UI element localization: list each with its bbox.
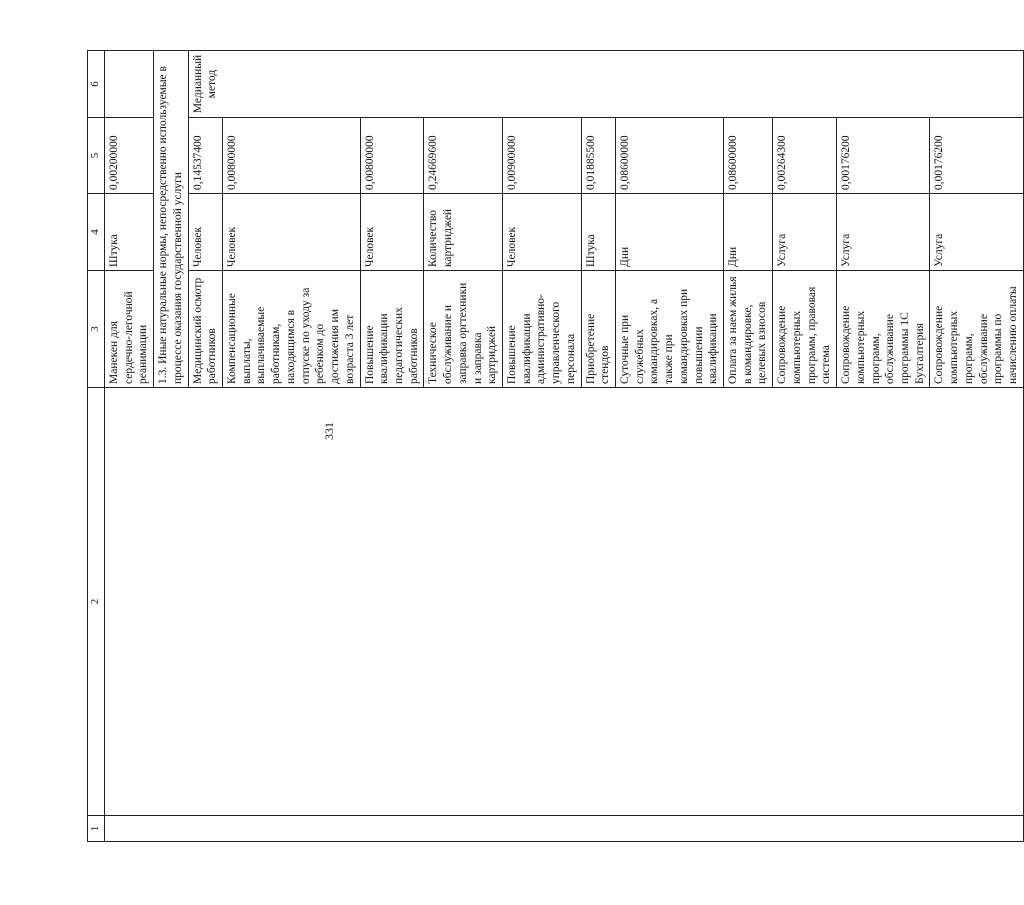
value-cell: 0,24669600	[424, 118, 503, 194]
unit-cell: Количество картриджей	[424, 194, 503, 271]
value-cell: 0,00264300	[773, 118, 837, 194]
rotated-table-container	[87, 51, 1019, 842]
table-row	[105, 51, 154, 842]
norm-name-cell: Манекен для сердечно-легочной реанимации	[105, 271, 154, 388]
norm-name-cell: Оплата за наем жилья в командировке, целевых взносов	[724, 271, 773, 388]
col1-cell	[105, 816, 1024, 842]
unit-cell: Человек	[360, 194, 424, 271]
column-header: 4	[88, 194, 105, 271]
unit-cell: Услуга	[773, 194, 837, 271]
column-header: 2	[88, 388, 105, 816]
norm-name-cell: Суточные при служебных командировках, а также при командировках при повышении квалификации	[616, 271, 724, 388]
method-cell: Медианный метод	[188, 51, 1023, 118]
column-header: 5	[88, 118, 105, 194]
unit-cell: Дни	[724, 194, 773, 271]
norm-name-cell: Медицинский осмотр работников	[188, 271, 222, 388]
column-header: 6	[88, 51, 105, 118]
value-cell: 0,00800000	[360, 118, 424, 194]
column-header: 3	[88, 271, 105, 388]
value-cell: 0,08600000	[616, 118, 724, 194]
norm-name-cell: Сопровождение компьютерных программ, обслуживание программы 1С Бухгалтерия	[837, 271, 930, 388]
value-cell: 0,08600000	[724, 118, 773, 194]
value-cell: 0,01885500	[581, 118, 615, 194]
section-heading: 1.3. Иные натуральные нормы, непосредственно используемые в процессе оказания государственной услуги	[154, 51, 188, 388]
unit-cell: Услуга	[837, 194, 930, 271]
norms-table	[87, 50, 1024, 842]
page-number: 331	[322, 422, 336, 440]
col2-cell	[105, 388, 1024, 816]
norm-name-cell: Приобретение стендов	[581, 271, 615, 388]
norm-name-cell: Сопровождение компьютерных программ, правовая система	[773, 271, 837, 388]
value-cell: 0,00900000	[502, 118, 581, 194]
unit-cell: Штука	[105, 194, 154, 271]
value-cell: 0,14537400	[188, 118, 222, 194]
value-cell: 0,00176200	[837, 118, 930, 194]
method-cell	[105, 51, 154, 118]
unit-cell: Дни	[616, 194, 724, 271]
norm-name-cell: Повышение квалификации педагогических работников	[360, 271, 424, 388]
norm-name-cell: Сопровождение компьютерных программ, обслуживание программы по начислению оплаты	[930, 271, 1023, 388]
value-cell: 0,00176200	[930, 118, 1023, 194]
value-cell: 0,00800000	[223, 118, 360, 194]
unit-cell: Человек	[502, 194, 581, 271]
value-cell: 0,00200000	[105, 118, 154, 194]
column-header: 1	[88, 816, 105, 842]
norm-name-cell: Техническое обслуживание и заправка оргтехники и заправка картриджей	[424, 271, 503, 388]
norm-name-cell: Компенсационные выплаты, выплачиваемые работникам, находящимся в отпуске по уходу за ребенком до достижения им возраста 3 лет	[223, 271, 360, 388]
unit-cell: Услуга	[930, 194, 1023, 271]
unit-cell: Штука	[581, 194, 615, 271]
unit-cell: Человек	[188, 194, 222, 271]
unit-cell: Человек	[223, 194, 360, 271]
header-row	[88, 51, 105, 842]
norm-name-cell: Повышение квалификации административно-управленческого персонала	[502, 271, 581, 388]
